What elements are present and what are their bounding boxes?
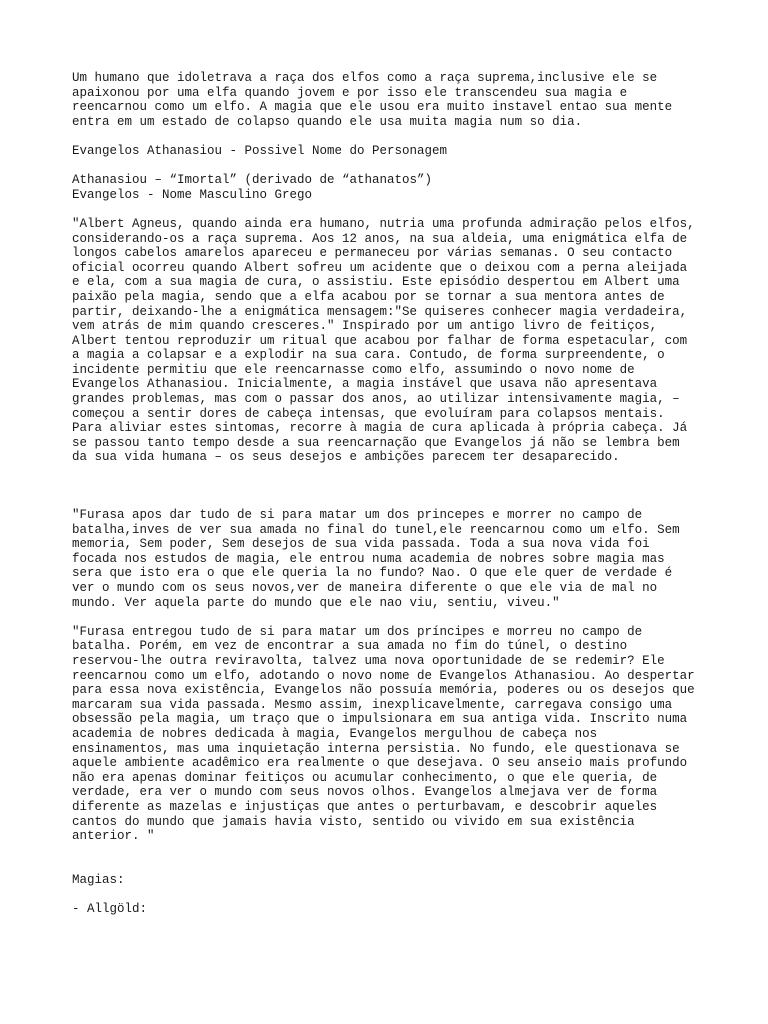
furasa-revised: "Furasa entregou tudo de si para matar um dos príncipes e morreu no campo de batalha. Porém, em vez de encontrar a sua amada no fim do túnel, o destino reservou-lhe outra reviravolta, talvez uma nova oportunidade de se redemir? Ele reencarnou como um elfo, adotando o novo nome de Evangelos Athanasiou. Ao despertar para essa nova existência, Evangelos não possuía memória, poderes ou os desejos que marcaram sua vida passada. Mesmo assim, inexplicavelmente, carregava consigo uma obsessão pela magia, um traço que o impulsionara em sua antiga vida. Inscrito numa academia de nobres dedicada à magia, Evangelos mergulhou de cabeça nos ensinamentos, mas uma inquietação interna persistia. No fundo, ele questionava se aquele ambiente acadêmico era realmente o que desejava. O seu anseio mais profundo não era apenas dominar feitiços ou acumular conhecimento, o que ele queria, de verdade, era ver o mundo com seus novos olhos. Evangelos almejava ver de forma diferente as mazelas e injustiças que antes o perturbavam, e descobrir aqueles cantos do mundo que jamais havia visto, sentido ou vivido em sua existência anterior. " [72, 624, 695, 844]
spells-heading: Magias: [72, 872, 125, 887]
paragraph-spacer [72, 129, 712, 144]
character-name-line: Evangelos Athanasiou - Possivel Nome do Personagem [72, 143, 448, 158]
paragraph-spacer [72, 202, 712, 217]
paragraph-spacer [72, 887, 712, 902]
paragraph-spacer [72, 844, 712, 873]
spell-item: - Allgöld: [72, 901, 148, 916]
name-etymology: Athanasiou – “Imortal” (derivado de “athanatos”) Evangelos - Nome Masculino Grego [72, 173, 433, 202]
paragraph-spacer [72, 610, 712, 625]
paragraph-spacer [72, 159, 712, 174]
albert-backstory: "Albert Agneus, quando ainda era humano, nutria uma profunda admiração pelos elfos, considerando-os a raça suprema. Aos 12 anos, na sua aldeia, uma enigmática elfa de longos cabelos amarelos apareceu e permaneceu por várias semanas. O seu contacto oficial ocorreu quando Albert sofreu um acidente que o deixou com a perna aleijada e ela, com a sua magia de cura, o assistiu. Este episódio despertou em Albert uma paixão pela magia, sendo que a elfa acabou por se tornar a sua mentora antes de partir, deixando-lhe a enigmática mensagem:"Se quiseres conhecer magia verdadeira, vem atrás de mim quando cresceres." Inspirado por um antigo livro de feitiços, Albert tentou reproduzir um ritual que acabou por falhar de forma espetacular, com a magia a colapsar e a explodir na sua cara. Contudo, de forma surpreendente, o incidente permitiu que ele reencarnasse como elfo, assumindo o novo nome de Evangelos Athanasiou. Inicialmente, a magia instável que usava não apresentava grandes problemas, mas com o passar dos anos, ao utilizar intensivamente magia, – começou a sentir dores de cabeça intensas, que evoluíram para colapsos mentais. Para aliviar estes sintomas, recorre à magia de cura aplicada à própria cabeça. Já se passou tanto tempo desde a sua reencarnação que Evangelos já não se lembra bem da sua vida humana – os seus desejos e ambições parecem ter desaparecido. [72, 216, 695, 465]
furasa-draft: "Furasa apos dar tudo de si para matar um dos princepes e morrer no campo de batalha,inves de ver sua amada no final do tunel,ele reencarnou como um elfo. Sem memoria, Sem poder, Sem desejos de sua vida passada. Toda a sua nova vida foi focada nos estudos de magia, ele entrou numa academia de nobres sobre magia mas sera que isto era o que ele queria la no fundo? Nao. O que ele quer de verdade é ver o mundo com os seus novos,ver de maneira diferente o que ele via de mal no mundo. Ver aquela parte do mundo que ele nao viu, sentiu, viveu." [72, 508, 680, 610]
paragraph-spacer [72, 465, 712, 508]
document-page [72, 71, 712, 916]
intro-paragraph: Um humano que idoletrava a raça dos elfos como a raça suprema,inclusive ele se apaixonou por uma elfa quando jovem e por isso ele transcendeu sua magia e reencarnou como um elfo. A magia que ele usou era muito instavel entao sua mente entra em um estado de colapso quando ele usa muita magia num so dia. [72, 71, 673, 129]
